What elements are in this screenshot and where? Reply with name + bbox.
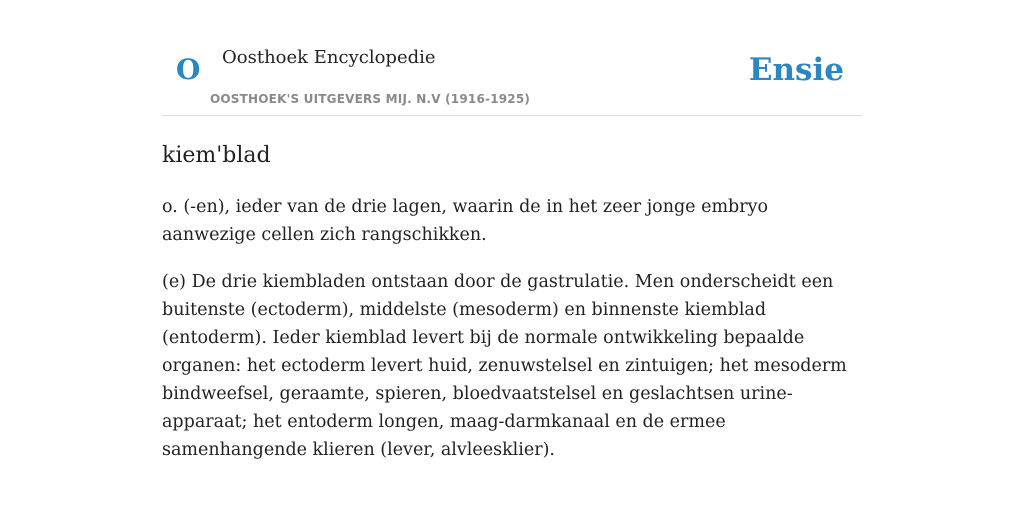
source-mark-icon: O xyxy=(176,53,201,86)
source-header xyxy=(162,38,862,116)
page xyxy=(162,0,862,464)
entry-explanation: (e) De drie kiembladen ontstaan door de gastrulatie. Men onderscheidt een buitenste (ectoderm), middelste (mesoderm) en binnenste kiemblad (entoderm). Ieder kiemblad levert bij de normale ontwikkeling bepaalde organen: het ectoderm levert huid, zenuwstelsel en zintuigen; het mesoderm bindweefsel, geraamte, spieren, bloedvaatstelsel en geslachtsen urine-apparaat; het entoderm longen, maag-darmkanaal en de ermee samenhangende klieren (lever, alvleesklier). xyxy=(162,272,847,460)
entry-title: kiem'blad xyxy=(162,143,271,168)
ensie-logo[interactable]: Ensie xyxy=(748,52,844,88)
source-title[interactable]: Oosthoek Encyclopedie xyxy=(222,47,436,68)
entry-definition: o. (-en), ieder van de drie lagen, waarin de in het zeer jonge embryo aanwezige cellen zich rangschikken. xyxy=(162,197,769,245)
source-subtitle: OOSTHOEK'S UITGEVERS MIJ. N.V (1916-1925) xyxy=(210,92,531,106)
